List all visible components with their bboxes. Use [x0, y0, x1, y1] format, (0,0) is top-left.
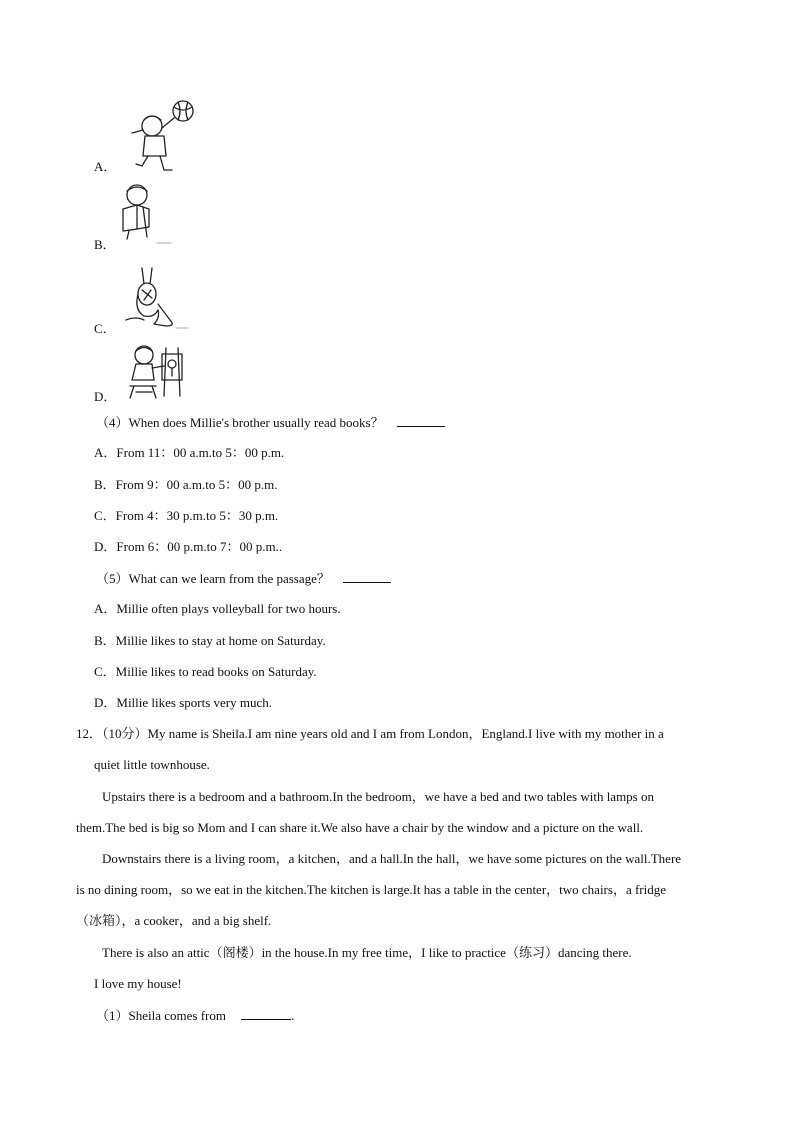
question-4-stem: （4）When does Millie's brother usually read books？: [96, 415, 384, 430]
answer-blank[interactable]: [397, 414, 445, 427]
dancer-icon: [124, 266, 190, 332]
answer-blank[interactable]: [343, 570, 391, 583]
q5-option-d: D．Millie likes sports very much.: [94, 695, 273, 710]
volleyball-player-icon: [128, 98, 200, 174]
passage-p2-line1: Downstairs there is a living room，a kitchen，and a hall.In the hall，we have some pictures on the wall.There: [102, 851, 682, 866]
answer-blank[interactable]: [241, 1007, 291, 1020]
passage-p2-line2: is no dining room，so we eat in the kitchen.The kitchen is large.It has a table in the center，two chairs，a fridge: [76, 882, 667, 897]
option-c-label: C．: [94, 321, 116, 336]
painting-child-icon: [124, 344, 188, 400]
q5-option-a: A．Millie often plays volleyball for two hours.: [94, 601, 341, 616]
q4-option-b: B．From 9：00 a.m.to 5：00 p.m.: [94, 477, 278, 492]
q4-option-a: A．From 11：00 a.m.to 5：00 p.m.: [94, 445, 285, 460]
q4-option-d: D．From 6：00 p.m.to 7：00 p.m..: [94, 539, 283, 554]
question-5-stem: （5）What can we learn from the passage？: [96, 571, 330, 586]
q4-option-c: C．From 4：30 p.m.to 5：30 p.m.: [94, 508, 279, 523]
question-12-1-end: .: [291, 1008, 295, 1023]
passage-p1-line1: Upstairs there is a bedroom and a bathroom.In the bedroom，we have a bed and two tables with lamps on: [102, 789, 654, 804]
q5-option-c: C．Millie likes to read books on Saturday.: [94, 664, 317, 679]
passage-p2-line3: （冰箱），a cooker，and a big shelf.: [76, 913, 272, 928]
question-12-header: 12．（10分）My name is Sheila.I am nine years old and I am from London，England.I live with my mother in a: [76, 726, 664, 741]
question-4: [96, 414, 445, 431]
passage-p1-line2: them.The bed is big so Mom and I can share it.We also have a chair by the window and a picture on the wall.: [76, 820, 644, 835]
option-a-label: A．: [94, 159, 117, 174]
question-5: [96, 570, 391, 587]
question-12-1: [96, 1007, 294, 1024]
reading-child-icon: [117, 183, 171, 245]
question-12-1-stem: （1）Sheila comes from: [96, 1008, 226, 1023]
question-12-header-cont: quiet little townhouse.: [94, 757, 210, 772]
option-b-label: B．: [94, 237, 116, 252]
passage-p3: There is also an attic（阁楼）in the house.In my free time，I like to practice（练习）dancing there.: [102, 945, 632, 960]
option-d-label: D．: [94, 389, 117, 404]
passage-p4: I love my house!: [94, 976, 182, 991]
q5-option-b: B．Millie likes to stay at home on Saturday.: [94, 633, 326, 648]
